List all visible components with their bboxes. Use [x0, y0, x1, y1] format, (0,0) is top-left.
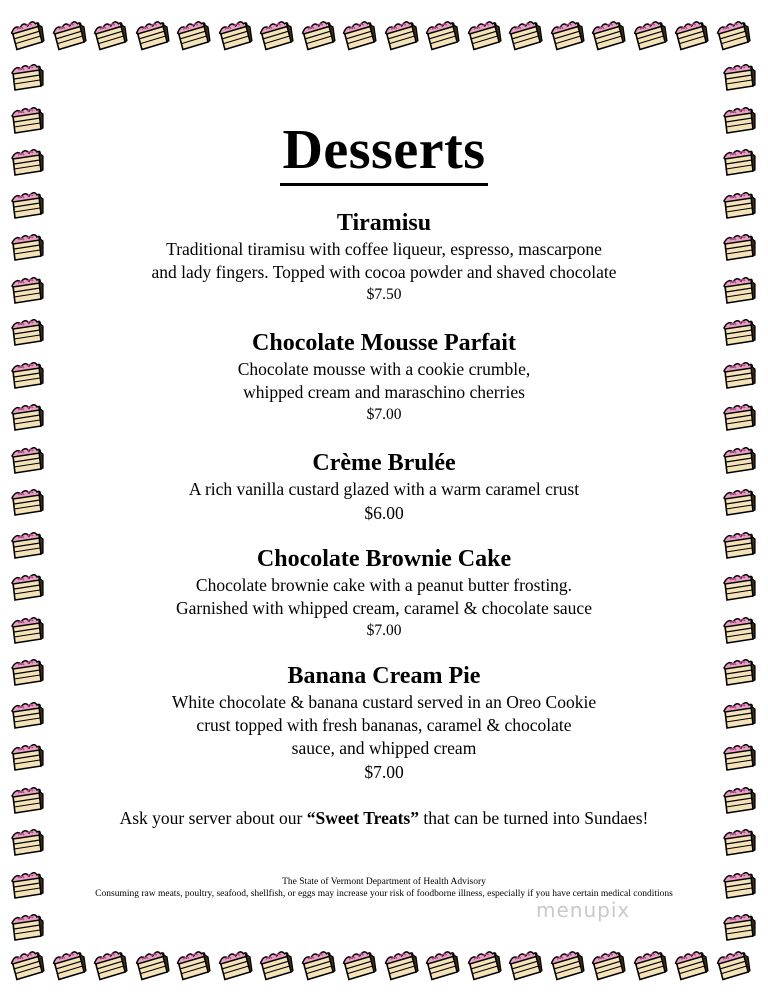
cake-slice-icon	[133, 948, 171, 982]
cake-slice-icon	[465, 18, 503, 52]
cake-slice-icon	[423, 18, 461, 52]
note-text-after: that can be turned into Sundaes!	[419, 808, 649, 828]
cake-slice-icon	[589, 948, 627, 982]
item-description-line: and lady fingers. Topped with cocoa powder and shaved chocolate	[151, 262, 617, 282]
cake-slice-icon	[10, 62, 44, 92]
cake-slice-icon	[216, 18, 254, 52]
note-text-before: Ask your server about our	[119, 808, 307, 828]
page-title-text: Desserts	[280, 121, 487, 186]
cake-slice-icon	[506, 18, 544, 52]
cake-slice-icon	[8, 948, 46, 982]
item-price: $7.00	[366, 406, 402, 423]
cake-slice-icon	[216, 948, 254, 982]
cake-slice-icon	[91, 948, 129, 982]
cake-slice-icon	[714, 948, 752, 982]
cake-slice-icon	[174, 948, 212, 982]
cake-slice-icon	[423, 948, 461, 982]
item-name: Chocolate Mousse Parfait	[252, 330, 516, 356]
item-description-line: crust topped with fresh bananas, caramel & chocolate	[196, 715, 572, 735]
item-price: $6.00	[364, 503, 404, 523]
item-description-line: Garnished with whipped cream, caramel & chocolate sauce	[176, 598, 592, 618]
cake-slice-icon	[340, 18, 378, 52]
note-highlight: “Sweet Treats”	[306, 808, 419, 828]
cake-slice-icon	[174, 18, 212, 52]
sweet-treats-note	[0, 808, 768, 829]
item-name: Tiramisu	[336, 210, 432, 236]
cake-slice-icon	[548, 18, 586, 52]
cake-slice-icon	[340, 948, 378, 982]
page-title	[0, 118, 768, 186]
cake-slice-icon	[10, 827, 44, 857]
cake-slice-icon	[299, 18, 337, 52]
cake-slice-icon	[631, 948, 669, 982]
item-name: Crème Brulée	[312, 450, 456, 476]
cake-slice-icon	[548, 948, 586, 982]
item-description-line: A rich vanilla custard glazed with a warm caramel crust	[188, 479, 580, 499]
item-name: Banana Cream Pie	[287, 663, 481, 689]
cake-slice-icon	[8, 18, 46, 52]
item-price: $7.00	[364, 762, 404, 782]
cake-slice-icon	[382, 948, 420, 982]
item-description-line: White chocolate & banana custard served in an Oreo Cookie	[171, 692, 597, 712]
cake-slice-icon	[91, 18, 129, 52]
item-description-line: Traditional tiramisu with coffee liqueur, espresso, mascarpone	[166, 239, 602, 259]
cake-slice-icon	[50, 948, 88, 982]
health-advisory	[0, 876, 768, 900]
item-description-line: sauce, and whipped cream	[291, 738, 477, 758]
cake-slice-icon	[722, 912, 756, 942]
cake-slice-icon	[631, 18, 669, 52]
cake-slice-icon	[465, 948, 503, 982]
cake-slice-icon	[257, 948, 295, 982]
cake-slice-icon	[133, 18, 171, 52]
item-price: $7.00	[366, 622, 402, 639]
cake-slice-icon	[722, 827, 756, 857]
menu-item-creme-brulee	[0, 448, 768, 525]
menu-item-chocolate-mousse-parfait	[0, 328, 768, 426]
cake-slice-icon	[672, 18, 710, 52]
cake-slice-icon	[10, 912, 44, 942]
cake-slice-icon	[299, 948, 337, 982]
cake-slice-icon	[382, 18, 420, 52]
cake-slice-icon	[506, 948, 544, 982]
item-name: Chocolate Brownie Cake	[256, 546, 512, 572]
menu-item-banana-cream-pie	[0, 661, 768, 784]
cake-slice-icon	[722, 62, 756, 92]
menu-item-chocolate-brownie-cake	[0, 544, 768, 642]
advisory-heading: The State of Vermont Department of Health Advisory	[282, 877, 486, 887]
menu-item-tiramisu	[0, 208, 768, 306]
item-price: $7.50	[366, 286, 402, 303]
cake-slice-icon	[50, 18, 88, 52]
watermark-logo: menupix	[536, 898, 631, 922]
item-description-line: whipped cream and maraschino cherries	[243, 382, 525, 402]
cake-slice-icon	[672, 948, 710, 982]
item-description-line: Chocolate brownie cake with a peanut butter frosting.	[195, 575, 573, 595]
advisory-text: Consuming raw meats, poultry, seafood, shellfish, or eggs may increase your risk of foodborne illness, especially if you have certain medical conditions	[95, 889, 673, 899]
item-description-line: Chocolate mousse with a cookie crumble,	[237, 359, 531, 379]
cake-slice-icon	[257, 18, 295, 52]
cake-slice-icon	[589, 18, 627, 52]
cake-slice-icon	[714, 18, 752, 52]
